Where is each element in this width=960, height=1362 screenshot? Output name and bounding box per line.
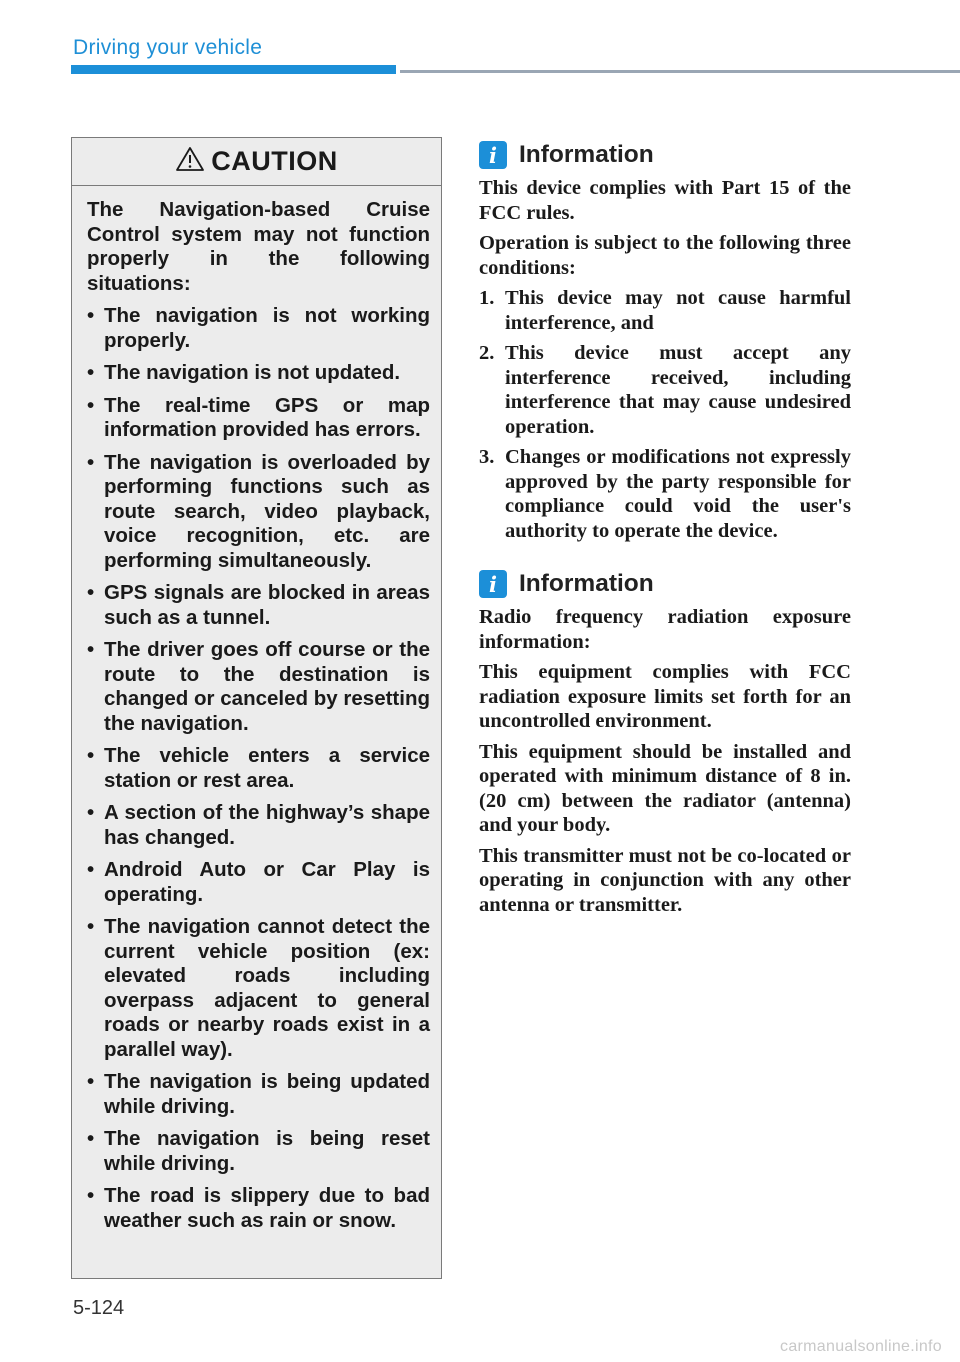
warning-triangle-icon — [175, 146, 205, 177]
condition-text: Changes or modifications not expressly approved by the party responsible for compliance could void the user's authority to operate the device. — [505, 446, 851, 542]
bullet-icon: • — [87, 638, 95, 661]
bullet-icon: • — [87, 304, 95, 327]
information-header — [479, 569, 851, 599]
caution-item — [87, 394, 430, 443]
condition-item — [479, 341, 851, 439]
bullet-icon: • — [87, 1070, 95, 1093]
caution-item-text: A section of the highway’s shape has changed. — [104, 801, 430, 849]
bullet-icon: • — [87, 450, 95, 474]
caution-item-text: The navigation is being reset while driving. — [104, 1127, 430, 1175]
caution-item — [87, 744, 430, 793]
information-title: Information — [519, 141, 654, 168]
caution-item — [87, 801, 430, 850]
information-title: Information — [519, 570, 654, 597]
bullet-icon: • — [87, 361, 95, 384]
caution-item-text: The real-time GPS or map information provided has errors. — [104, 393, 430, 441]
caution-box — [71, 137, 442, 1279]
caution-item-text: The navigation is not updated. — [104, 361, 401, 384]
page-number: 5-124 — [73, 1297, 125, 1319]
bullet-icon: • — [87, 744, 95, 767]
caution-intro: The Navigation-based Cruise Control system may not function properly in the following situations: — [87, 198, 430, 295]
info-paragraphs — [479, 605, 851, 917]
caution-item — [87, 915, 430, 1062]
bullet-icon: • — [87, 915, 95, 938]
caution-item-text: Android Auto or Car Play is operating. — [104, 858, 430, 906]
info-paragraph: Radio frequency radiation exposure information: — [479, 606, 851, 653]
caution-item — [87, 1127, 430, 1176]
caution-item — [87, 858, 430, 907]
bullet-icon: • — [87, 1184, 95, 1207]
caution-item-text: The navigation cannot detect the current vehicle position (ex: elevated roads including overpass adjacent to general roads or nearby roads exist in a parallel way). — [104, 915, 430, 1061]
bullet-icon: • — [87, 581, 95, 604]
caution-item-text: The navigation is being updated while driving. — [104, 1070, 430, 1118]
caution-item — [87, 1184, 430, 1233]
conditions-list — [479, 286, 851, 543]
caution-item-text: The vehicle enters a service station or rest area. — [104, 744, 430, 792]
caution-item-text: GPS signals are blocked in areas such as a tunnel. — [104, 581, 430, 629]
condition-text: This device must accept any interference received, including interference that may cause undesired operation. — [505, 342, 851, 438]
bullet-icon: • — [87, 858, 95, 881]
caution-item — [87, 451, 430, 574]
caution-list — [87, 304, 430, 1233]
header-rule-accent — [71, 65, 396, 74]
caution-item — [87, 304, 430, 353]
bullet-icon: • — [87, 393, 95, 417]
caution-item-text: The road is slippery due to bad weather such as rain or snow. — [104, 1184, 430, 1232]
info-paragraph: This transmitter must not be co-located or operating in conjunction with any other antenna or transmitter. — [479, 844, 851, 916]
condition-text: This device may not cause harmful interference, and — [505, 287, 851, 334]
caution-item — [87, 638, 430, 736]
info-paragraph: This equipment complies with FCC radiation exposure limits set forth for an uncontrolled environment. — [479, 661, 851, 732]
section-title: Driving your vehicle — [73, 36, 263, 59]
information-header — [479, 140, 851, 170]
caution-item — [87, 581, 430, 630]
bullet-icon: • — [87, 1127, 95, 1150]
caution-item — [87, 361, 430, 386]
caution-item-text: The navigation is overloaded by performing functions such as route search, video playback, voice recognition, etc. are performing simultaneously. — [104, 450, 430, 572]
condition-item — [479, 445, 851, 543]
header-rule — [400, 70, 960, 73]
condition-number: 3. — [479, 446, 495, 468]
caution-item-text: The driver goes off course or the route to the destination is changed or canceled by resetting the navigation. — [104, 638, 430, 735]
information-block-fcc — [479, 140, 851, 543]
caution-header — [72, 138, 441, 186]
bullet-icon: • — [87, 801, 95, 824]
info-icon: i — [479, 570, 507, 598]
caution-body — [72, 186, 441, 1233]
info-paragraph: Operation is subject to the following three conditions: — [479, 232, 851, 279]
right-column — [479, 140, 851, 923]
caution-item — [87, 1070, 430, 1119]
info-paragraph: This device complies with Part 15 of the FCC rules. — [479, 177, 851, 224]
info-icon: i — [479, 141, 507, 169]
condition-number: 2. — [479, 342, 495, 364]
condition-item — [479, 286, 851, 335]
information-block-radiation — [479, 569, 851, 917]
condition-number: 1. — [479, 287, 495, 309]
watermark: carmanualsonline.info — [780, 1338, 942, 1355]
info-paragraph: This equipment should be installed and operated with minimum distance of 8 in. (20 cm) between the radiator (antenna) and your body. — [479, 740, 851, 836]
caution-item-text: The navigation is not working properly. — [104, 304, 430, 352]
caution-title: CAUTION — [211, 146, 338, 176]
